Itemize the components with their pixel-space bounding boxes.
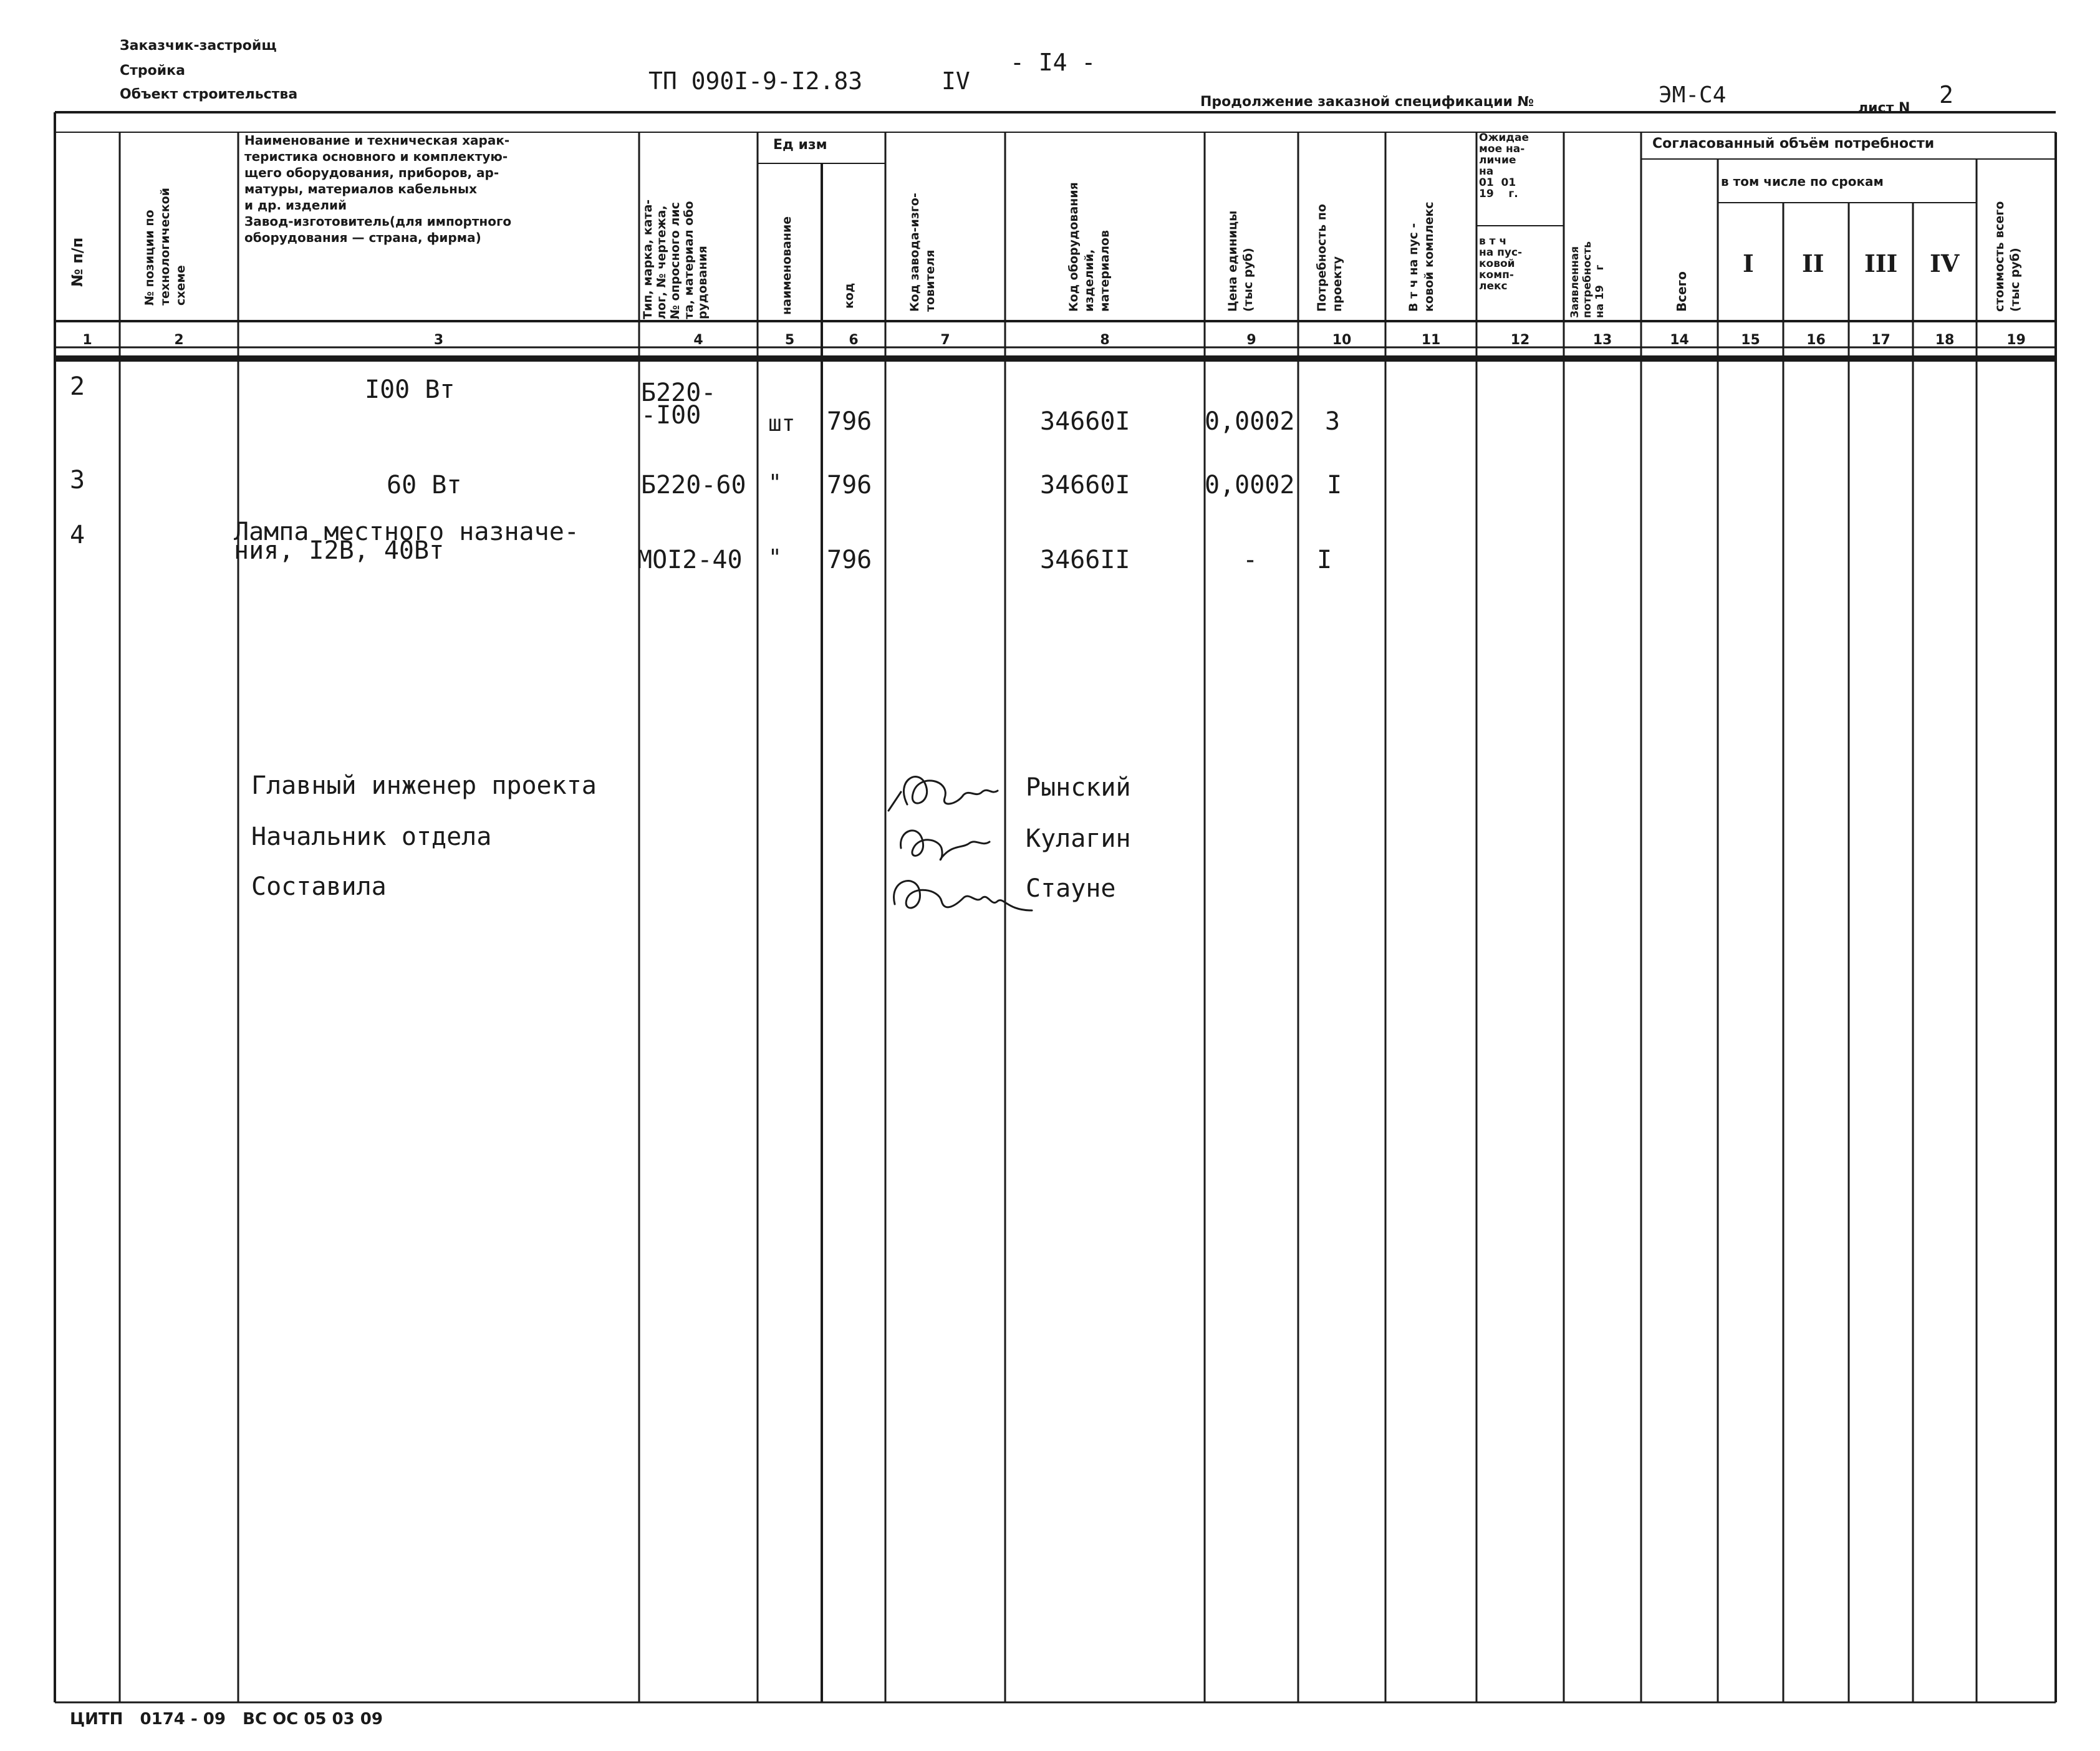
column-number: 2	[174, 332, 184, 348]
item-type: МОI2-40	[637, 546, 743, 574]
header-project-need: Потребность по проекту	[1315, 204, 1344, 312]
column-number: 16	[1806, 332, 1826, 348]
album-number: IV	[942, 67, 970, 95]
column-number: 4	[693, 332, 703, 348]
equipment-code: 3466II	[1040, 546, 1130, 574]
header-manufacturer-code: Код завода-изго- товителя	[908, 193, 937, 312]
unit-price: -	[1243, 546, 1258, 574]
project-need: I	[1317, 546, 1332, 574]
spec-continuation-label: Продолжение заказной спецификации №	[1200, 94, 1534, 110]
header-quarter-1: I	[1743, 249, 1754, 277]
header-expected-launch: в т ч на пус- ковой комп- лекс	[1479, 235, 1523, 292]
signature-role: Начальник отдела	[251, 822, 492, 851]
row-number: 2	[70, 372, 85, 401]
unit-price: 0,0002	[1205, 471, 1295, 499]
unit-name: "	[768, 545, 782, 571]
header-row-number: № п/п	[69, 237, 86, 287]
header-name-line: Наименование и техническая харак-	[244, 133, 510, 148]
sheet-number: 2	[1939, 81, 1953, 109]
header-unit-code: код	[842, 282, 856, 309]
column-number: 17	[1871, 332, 1890, 348]
header-quarter-3: III	[1864, 249, 1898, 277]
equipment-code: 34660I	[1040, 471, 1130, 499]
row-number: 3	[70, 466, 85, 494]
header-name-line: Завод-изготовитель(для импортного	[244, 214, 512, 229]
unit-price: 0,0002	[1205, 407, 1295, 436]
unit-code: 796	[827, 546, 872, 574]
item-name: Лампа местного назначе- ния, I2В, 40Вт	[234, 518, 579, 565]
header-name-line: оборудования — страна, фирма)	[244, 230, 481, 245]
column-number: 19	[2006, 332, 2026, 348]
construction-label: Стройка	[120, 63, 185, 79]
column-number: 14	[1670, 332, 1689, 348]
header-total: Всего	[1674, 271, 1689, 312]
header-position: № позиции по технологической схеме	[143, 188, 188, 306]
signature-name: Кулагин	[1026, 824, 1131, 853]
unit-code: 796	[827, 471, 872, 499]
header-launch-complex: В т ч на пус - ковой комплекс	[1407, 201, 1436, 312]
header-total-cost: стоимость всего (тыс руб)	[1993, 201, 2022, 312]
item-type: Б220- -I00	[641, 379, 716, 430]
footer-code: ЦИТП 0174 - 09 ВС ОС 05 03 09	[70, 1710, 383, 1729]
header-name-description	[244, 132, 637, 246]
column-number: 10	[1332, 332, 1352, 348]
unit-code: 796	[827, 407, 872, 436]
customer-label: Заказчик-застройщ	[120, 38, 277, 54]
column-number: 9	[1246, 332, 1256, 348]
header-quarter-2: II	[1802, 249, 1824, 277]
column-number: 1	[82, 332, 92, 348]
item-name: I00 Вт	[365, 375, 455, 404]
column-number: 12	[1510, 332, 1530, 348]
spec-number: ЭМ-С4	[1659, 82, 1727, 108]
unit-name: шт	[768, 411, 796, 437]
header-name-line: щего оборудования, приборов, ар-	[244, 165, 499, 180]
header-equipment-code: Код оборудования изделий, материалов	[1067, 182, 1112, 312]
header-unit-price: Цена единицы (тыс руб)	[1226, 210, 1255, 312]
signature-role: Составила	[251, 872, 387, 901]
page-number: - I4 -	[1010, 49, 1096, 76]
handwritten-signatures	[882, 755, 1044, 942]
column-number: 15	[1741, 332, 1760, 348]
item-type: Б220-60	[641, 471, 746, 499]
header-expected: Ожидае мое на- личие на 01 01 19 г.	[1479, 132, 1529, 200]
header-name-line: теристика основного и комплектую-	[244, 149, 508, 164]
sheet-label: лист N	[1858, 100, 1910, 116]
header-name-line: и др. изделий	[244, 198, 347, 213]
item-name: 60 Вт	[387, 471, 462, 499]
signature-role: Главный инженер проекта	[251, 771, 597, 800]
header-unit: Ед изм	[773, 137, 827, 153]
header-declared-need: Заявленная потребность на 19 г	[1569, 241, 1606, 318]
header-quarter-4: IV	[1930, 249, 1960, 277]
column-number: 6	[849, 332, 859, 348]
column-number: 5	[784, 332, 795, 348]
document-code: ТП 090I-9-I2.83	[648, 67, 863, 95]
object-label: Объект строительства	[120, 87, 298, 102]
header-including-terms: в том числе по срокам	[1721, 174, 1884, 189]
unit-name: "	[768, 470, 782, 496]
column-number: 13	[1592, 332, 1612, 348]
signature-name: Рынский	[1026, 773, 1131, 802]
column-number: 11	[1421, 332, 1441, 348]
project-need: 3	[1325, 407, 1341, 436]
header-name-line: матуры, материалов кабельных	[244, 181, 477, 196]
signature-name: Стауне	[1026, 874, 1116, 903]
column-number: 7	[940, 332, 950, 348]
project-need: I	[1327, 471, 1342, 499]
row-number: 4	[70, 521, 85, 549]
header-agreed-volume: Согласованный объём потребности	[1652, 136, 1935, 152]
column-number: 3	[433, 332, 444, 348]
header-type: Тип, марка, ката- лог, № чертежа, № опросного лис та, материал обо рудования	[641, 199, 710, 319]
column-number: 8	[1100, 332, 1110, 348]
header-unit-name: наименование	[780, 216, 794, 315]
equipment-code: 34660I	[1040, 407, 1130, 436]
column-number: 18	[1935, 332, 1955, 348]
